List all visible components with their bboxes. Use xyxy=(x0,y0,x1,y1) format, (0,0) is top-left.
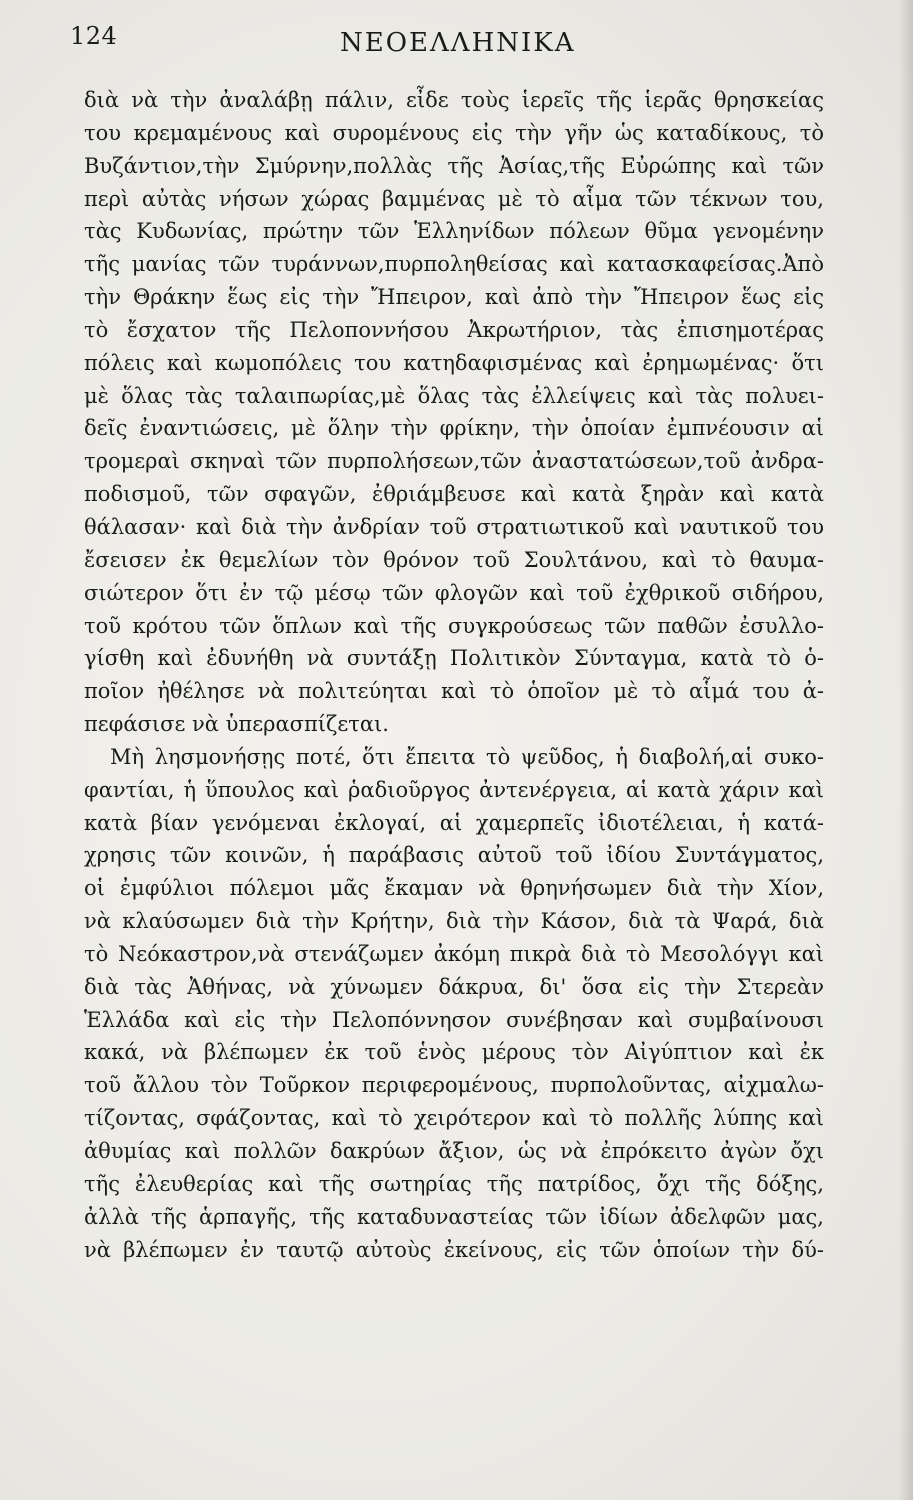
text-line: τοῦ ἄλλου τὸν Τοῦρκον περιφερομένους, πυρπολοῦντας, αἰχμαλω- xyxy=(84,1073,824,1098)
text-line: σιώτερον ὅτι ἐν τῷ μέσῳ τῶν φλογῶν καὶ τοῦ ἐχθρικοῦ σιδήρου, xyxy=(84,580,824,605)
text-line: τὸ ἔσχατον τῆς Πελοποννήσου Ἀκρωτήριον, τὰς ἐπισημοτέρας xyxy=(84,317,824,342)
text-line: τίζοντας, σφάζοντας, καὶ τὸ χειρότερον καὶ τὸ πολλῆς λύπης καὶ xyxy=(84,1106,824,1131)
text-line: θάλασαν· καὶ διὰ τὴν ἀνδρίαν τοῦ στρατιωτικοῦ καὶ ναυτικοῦ του xyxy=(84,514,824,539)
text-line: δεῖς ἐναντιώσεις, μὲ ὅλην τὴν φρίκην, τὴν ὁποίαν ἐμπνέουσιν αἱ xyxy=(84,416,824,441)
text-line: ἀθυμίας καὶ πολλῶν δακρύων ἄξιον, ὡς νὰ ἐπρόκειτο ἀγὼν ὄχι xyxy=(84,1139,824,1163)
text-line: ἀλλὰ τῆς ἁρπαγῆς, τῆς καταδυναστείας τῶν ἰδίων ἀδελφῶν μας, xyxy=(84,1204,824,1229)
text-line: τῆς ἐλευθερίας καὶ τῆς σωτηρίας τῆς πατρίδος, ὄχι τῆς δόξης, xyxy=(84,1171,824,1196)
text-line: διὰ τὰς Ἀθήνας, νὰ χύνωμεν δάκρυα, δι' ὅσα εἰς τὴν Στερεὰν xyxy=(84,974,824,999)
text-line: κατὰ βίαν γενόμεναι ἐκλογαί, αἱ χαμερπεῖς ἰδιοτέλειαι, ἡ κατά- xyxy=(84,810,824,835)
page-number: 124 xyxy=(70,22,118,50)
body-text xyxy=(84,84,824,1266)
text-line: ποδισμοῦ, τῶν σφαγῶν, ἐθριάμβευσε καὶ κατὰ ξηρὰν καὶ κατὰ xyxy=(84,482,824,507)
text-line: περὶ αὐτὰς νήσων χώρας βαμμένας μὲ τὸ αἷμα τῶν τέκνων του, xyxy=(84,186,824,211)
text-line: διὰ νὰ τὴν ἀναλάβῃ πάλιν, εἶδε τοὺς ἱερεῖς τῆς ἱερᾶς θρησκείας xyxy=(84,88,824,112)
text-line: τρομεραὶ σκηναὶ τῶν πυρπολήσεων,τῶν ἀναστατώσεων,τοῦ ἀνδρα- xyxy=(84,449,824,474)
text-line: φαντίαι, ἡ ὕπουλος καὶ ῥαδιοῦργος ἀντενέργεια, αἱ κατὰ χάριν καὶ xyxy=(84,777,824,802)
text-line: τὰς Κυδωνίας, πρώτην τῶν Ἑλληνίδων πόλεων θῦμα γενομένην xyxy=(84,219,824,244)
text-line: Μὴ λησμονήσῃς ποτέ, ὅτι ἔπειτα τὸ ψεῦδος, ἡ διαβολή,αἱ συκο- xyxy=(110,744,824,769)
text-line: πεφάσισε νὰ ὑπερασπίζεται. xyxy=(84,712,389,737)
text-line: μὲ ὅλας τὰς ταλαιπωρίας,μὲ ὅλας τὰς ἐλλείψεις καὶ τὰς πολυει- xyxy=(84,383,824,408)
text-line: τοῦ κρότου τῶν ὅπλων καὶ τῆς συγκρούσεως τῶν παθῶν ἐσυλλο- xyxy=(84,613,824,638)
paragraph xyxy=(84,741,824,1267)
text-line: νὰ κλαύσωμεν διὰ τὴν Κρήτην, διὰ τὴν Κάσον, διὰ τὰ Ψαρά, διὰ xyxy=(84,909,824,934)
text-line: Βυζάντιον,τὴν Σμύρνην,πολλὰς τῆς Ἀσίας,τῆς Εὐρώπης καὶ τῶν xyxy=(84,153,824,178)
text-line: νὰ βλέπωμεν ἐν ταυτῷ αὐτοὺς ἐκείνους, εἰς τῶν ὁποίων τὴν δύ- xyxy=(84,1237,824,1262)
text-line: οἱ ἐμφύλιοι πόλεμοι μᾶς ἔκαμαν νὰ θρηνήσωμεν διὰ τὴν Χίον, xyxy=(84,876,824,901)
text-line: κακά, νὰ βλέπωμεν ἐκ τοῦ ἑνὸς μέρους τὸν Αἰγύπτιον καὶ ἐκ xyxy=(84,1040,824,1065)
text-line: τὴν Θράκην ἕως εἰς τὴν Ἤπειρον, καὶ ἀπὸ τὴν Ἤπειρον ἕως εἰς xyxy=(84,285,824,310)
text-line: γίσθη καὶ ἐδυνήθη νὰ συντάξῃ Πολιτικὸν Σύνταγμα, κατὰ τὸ ὁ- xyxy=(84,646,824,671)
text-line: του κρεμαμένους καὶ συρομένους εἰς τὴν γῆν ὡς καταδίκους, τὸ xyxy=(84,120,824,145)
text-line: τὸ Νεόκαστρον,νὰ στενάζωμεν ἀκόμη πικρὰ διὰ τὸ Μεσολόγγι καὶ xyxy=(84,941,824,966)
text-line: ποῖον ἠθέλησε νὰ πολιτεύηται καὶ τὸ ὁποῖον μὲ τὸ αἷμά του ἀ- xyxy=(84,679,824,704)
page-edge-shadow xyxy=(899,0,913,1500)
running-title: ΝΕΟΕΛΛΗΝΙΚΑ xyxy=(340,28,576,58)
paragraph xyxy=(84,84,824,741)
text-line: τῆς μανίας τῶν τυράννων,πυρποληθείσας καὶ κατασκαφείσας.Ἀπὸ xyxy=(84,252,824,277)
text-line: Ἑλλάδα καὶ εἰς τὴν Πελοπόννησον συνέβησαν καὶ συμβαίνουσι xyxy=(84,1007,824,1032)
text-line: χρησις τῶν κοινῶν, ἡ παράβασις αὐτοῦ τοῦ ἰδίου Συντάγματος, xyxy=(84,843,824,868)
text-line: ἔσεισεν ἐκ θεμελίων τὸν θρόνον τοῦ Σουλτάνου, καὶ τὸ θαυμα- xyxy=(84,547,824,572)
text-line: πόλεις καὶ κωμοπόλεις του κατηδαφισμένας καὶ ἐρημωμένας· ὅτι xyxy=(84,350,824,375)
